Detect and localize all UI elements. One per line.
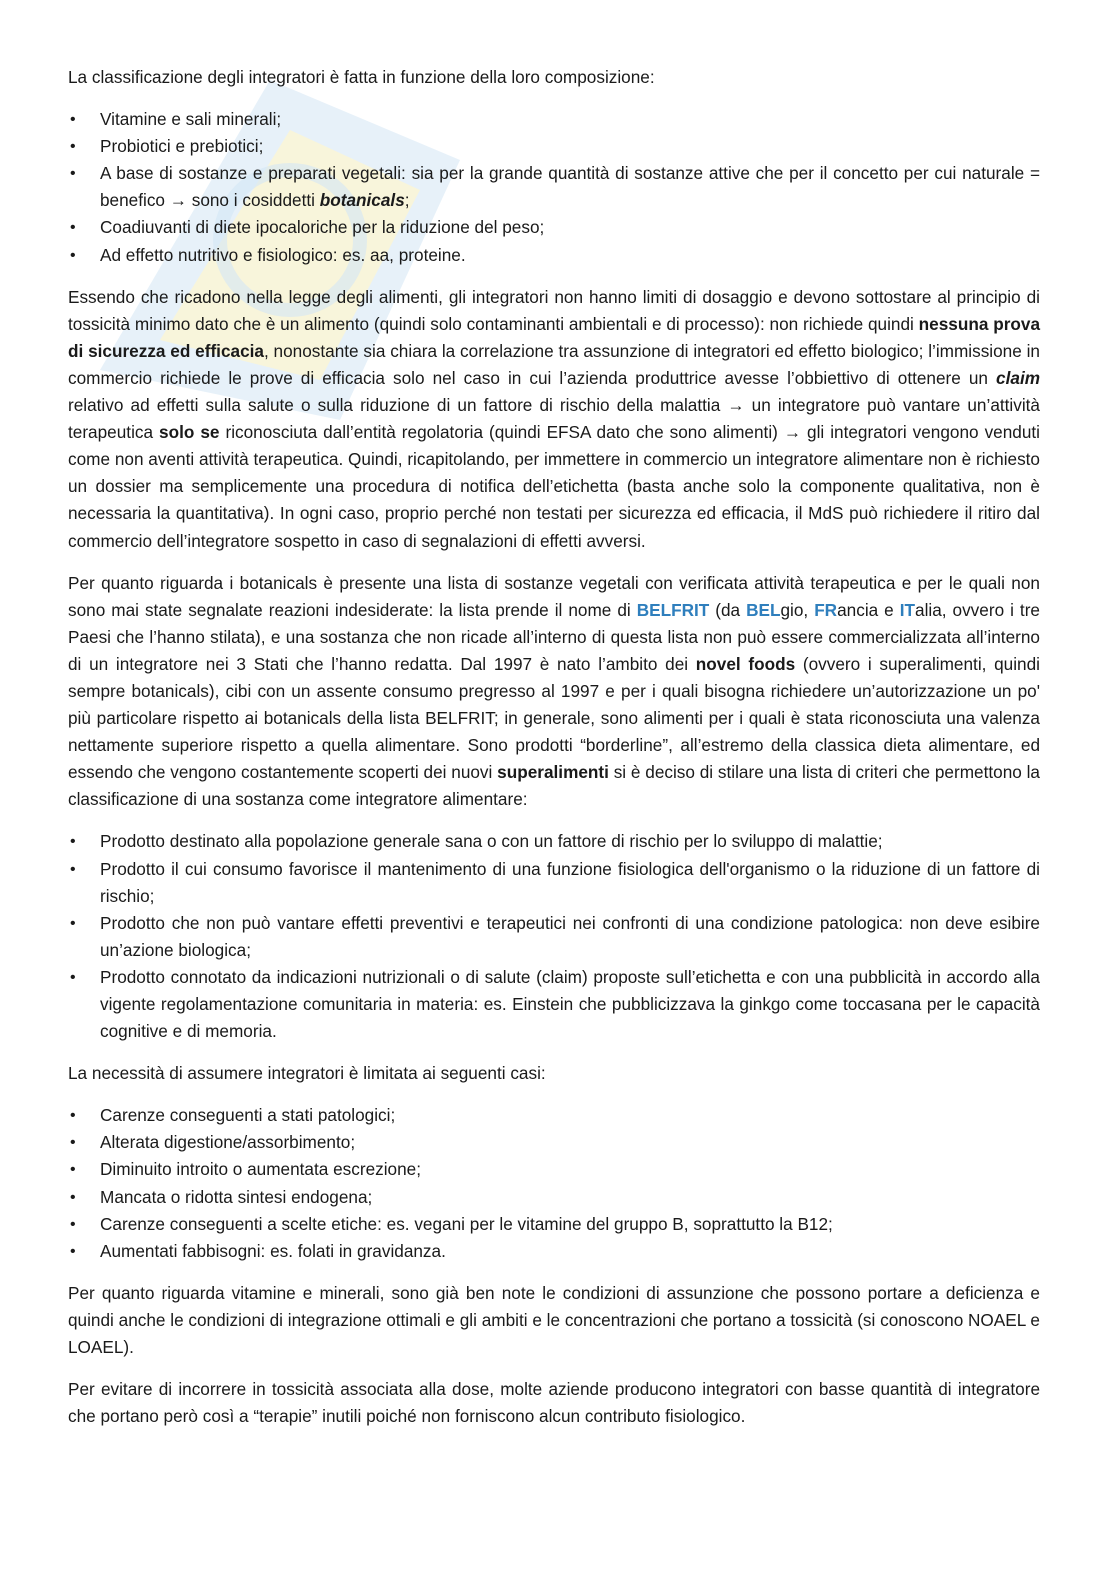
text-run: riconosciuta dall’entità regolatoria (quindi EFSA dato che sono alimenti) → gli integratori vengono venduti come non aventi attività terapeutica. Quindi, ricapitolando, per immettere in commercio un integratore alimentare non è richiesto un dossier ma semplicemente una procedura di notifica dell’etichetta (basta anche solo la componente qualitativa, non è necessaria la quantitativa). In ogni caso, proprio perché non testati per sicurezza ed efficacia, il MdS può richiedere il ritiro dal commercio dell’integratore sospetto in caso di segnalazioni di effetti avversi. bbox=[68, 422, 1040, 551]
belfrit-term: BELFRIT bbox=[636, 599, 710, 620]
text-run: relativo ad effetti sulla salute o sulla riduzione di un fattore di rischio della malattia → un integratore può vantare un’attività terapeutica bbox=[68, 395, 1040, 443]
toxicity-paragraph: Per evitare di incorrere in tossicità associata alla dose, molte aziende producono integratori con basse quantità di integratore che portano però così a “terapie” inutili poiché non forniscono alcun contributo fisiologico. bbox=[68, 1379, 1040, 1427]
list-item: • Vitamine e sali minerali; bbox=[68, 106, 1040, 133]
composition-list bbox=[68, 106, 1040, 269]
bold-solo-se: solo se bbox=[159, 422, 220, 443]
botanicals-term: botanicals bbox=[319, 190, 405, 211]
criteria-list bbox=[68, 828, 1040, 1045]
it-abbrev: IT bbox=[899, 599, 916, 620]
list-item bbox=[68, 160, 1040, 214]
claim-term: claim bbox=[996, 367, 1040, 388]
fr-abbrev: FR bbox=[814, 599, 838, 620]
intro-paragraph: La classificazione degli integratori è fatta in funzione della loro composizione: bbox=[68, 67, 655, 87]
list-item: • Prodotto connotato da indicazioni nutrizionali o di salute (claim) proposte sull’etichetta e con una pubblicità in accordo alla vigente regolamentazione comunitaria in materia: es. Einstein che pubblicizzava la ginkgo come toccasana per le capacità cognitive e di memoria. bbox=[68, 964, 1040, 1045]
text-run: gio, bbox=[780, 599, 815, 620]
document-page bbox=[68, 64, 1040, 1445]
botanicals-paragraph bbox=[68, 570, 1040, 814]
text-run: (ovvero i superalimenti, quindi sempre botanicals), cibi con un assente consumo pregresso al 1997 e per i quali bisogna richiedere un’autorizzazione un po' più particolare rispetto ai botanicals della lista BELFRIT; in generale, sono alimenti per i quali è stata riconosciuta una valenza nettamente superiore rispetto a quella alimentare. Sono prodotti “borderline”, all’estremo della classica dieta alimentare, ed essendo che vengono costantemente scoperti dei nuovi bbox=[68, 653, 1040, 783]
text-run: alia, ovvero i tre Paesi che l’hanno stilata), e una sostanza che non ricade all’interno di questa lista non può essere commercializzata all’interno di un integratore nei 3 Stati che l’hanno redatta. Dal 1997 è nato l’ambito dei bbox=[68, 599, 1040, 674]
list-item: • Carenze conseguenti a stati patologici; bbox=[68, 1102, 1040, 1129]
item-text: A base di sostanze e preparati vegetali: sia per la grande quantità di sostanze attive che per il concetto per cui naturale = benefico → sono i cosiddetti bbox=[100, 163, 1040, 211]
list-item: • Aumentati fabbisogni: es. folati in gravidanza. bbox=[68, 1238, 1040, 1265]
regulation-paragraph bbox=[68, 284, 1040, 555]
vitamins-paragraph: Per quanto riguarda vitamine e minerali, sono già ben note le condizioni di assunzione che possono portare a deficienza e quindi anche le condizioni di integrazione ottimali e gli ambiti e le concentrazioni che portano a tossicità (si conoscono NOAEL e LOAEL). bbox=[68, 1282, 1040, 1358]
novel-foods-term: novel foods bbox=[695, 653, 796, 674]
bold-safety-term: nessuna prova di sicurezza ed efficacia bbox=[68, 313, 1041, 361]
list-item: • Prodotto il cui consumo favorisce il mantenimento di una funzione fisiologica dell'organismo o la riduzione di un fattore di rischio; bbox=[68, 856, 1040, 910]
text-run: ancia e bbox=[837, 599, 900, 620]
list-item: • Coadiuvanti di diete ipocaloriche per la riduzione del peso; bbox=[68, 214, 1040, 241]
text-run: Per quanto riguarda i botanicals è presente una lista di sostanze vegetali con verificata attività terapeutica e per le quali non sono mai state segnalate reazioni indesiderate: la lista prende il nome di bbox=[68, 572, 1040, 620]
list-item: • Prodotto destinato alla popolazione generale sana o con un fattore di rischio per lo sviluppo di malattie; bbox=[68, 828, 1040, 855]
cases-intro-paragraph: La necessità di assumere integratori è limitata ai seguenti casi: bbox=[68, 1063, 546, 1084]
text-run: (da bbox=[709, 599, 747, 620]
item-text-end: ; bbox=[404, 190, 410, 211]
list-item: • Diminuito introito o aumentata escrezione; bbox=[68, 1156, 1040, 1183]
list-item: • Ad effetto nutritivo e fisiologico: es. aa, proteine. bbox=[68, 242, 1040, 269]
text-run: , nonostante sia chiara la correlazione tra assunzione di integratori ed effetto biologico; l’immissione in commercio richiede le prove di efficacia solo nel caso in cui l’azienda produttrice avesse l’obbiettivo di ottenere un bbox=[68, 340, 1040, 388]
text-run: si è deciso di stilare una lista di criteri che permettono la classificazione di una sostanza come integratore alimentare: bbox=[68, 762, 1040, 810]
list-item: • Mancata o ridotta sintesi endogena; bbox=[68, 1184, 1040, 1211]
cases-list bbox=[68, 1102, 1040, 1265]
list-item: • Carenze conseguenti a scelte etiche: es. vegani per le vitamine del gruppo B, soprattutto la B12; bbox=[68, 1211, 1040, 1238]
list-item: • Probiotici e prebiotici; bbox=[68, 133, 1040, 160]
text-run: Essendo che ricadono nella legge degli alimenti, gli integratori non hanno limiti di dosaggio e devono sottostare al principio di tossicità minimo dato che è un alimento (quindi solo contaminanti ambientali e di processo): non richiede quindi bbox=[68, 286, 1040, 334]
list-item: • Alterata digestione/assorbimento; bbox=[68, 1129, 1040, 1156]
list-item: • Prodotto che non può vantare effetti preventivi e terapeutici nei confronti di una condizione patologica: non deve esibire un’azione biologica; bbox=[68, 910, 1040, 964]
bel-abbrev: BEL bbox=[746, 599, 781, 620]
superalimenti-term: superalimenti bbox=[497, 762, 609, 783]
